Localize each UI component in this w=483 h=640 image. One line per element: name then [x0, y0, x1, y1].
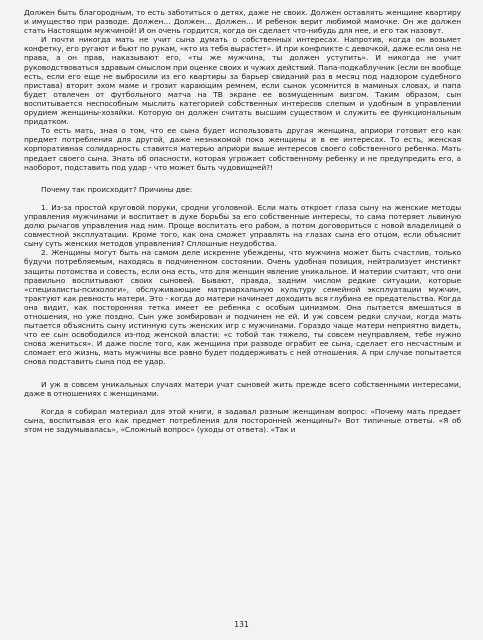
paragraph-3: То есть мать, зная о том, что ее сына будет использовать другая женщина, априори готовит его как предмет потребления для другой, даже незнакомой пока женщины и в ее интересах. То есть, женская корпоративная солидарность ставится матерью априори выше интересов своего собственного ребенка. Мать предает своего сына. Знать об опасности, которая угрожает собственному ребенку и не предупредить его, а наоборот, подставить под удар - что может быть чудовищней?!: [24, 126, 461, 172]
paragraph-2: И почти никогда мать не учит сына думать о собственных интересах. Напротив, когда он возьмет конфетку, его ругают и бьют по рукам, «кто из тебя вырастет». И при конфликте с девочкой, даже если она не права, а он прав, наказывают его, «ты же мужчина, ты должен уступить». И никогда не учит руководствоваться здравым смыслом при оценке своих и чужих действий. Папа-подкаблучник (если он вообще есть, если его еще не выбросили из его квартиры за барьер свиданий раз в месяц под надзором судебного пристава) вторит эхом маме и грозит карающим ремнем, если сынок усомнится в маминых словах, и папа будет отвлечен от футбольного матча на ТВ экране ее возмущенным визгом. Таким образом, сын воспитывается неспособным мыслить категорией собственных интересов слепым и удобным в управлении орудием женщины-хозяйки. Которую он должен считать высшим существом и служить ее функциональным придатком.: [24, 35, 461, 127]
spacer: [24, 398, 461, 407]
spacer: [24, 172, 461, 185]
reason-1: 1. Из-за простой круговой поруки, сродни уголовной. Если мать откроет глаза сыну на женские методы управления мужчинами и воспитает в духе борьбы за его собственные интересы, то сама потеряет львиную долю рычагов управления над ним. Проще воспитать его рабом, а потом договориться с новой владелицей о совместной эксплуатации. Кроме того, как она сможет управлять на глазах сына его отцом, если объяснит сыну суть женских методов управления? Сплошные неудобства.: [24, 202, 461, 249]
paragraph-7: И уж в совсем уникальных случаях матери учат сыновей жить прежде всего собственными интересами, даже в отношениях с женщинами.: [24, 379, 461, 398]
paragraph-4: Почему так происходит? Причины две:: [41, 184, 193, 194]
spacer: [24, 194, 461, 203]
body-text: [24, 8, 461, 434]
spacer: [24, 367, 461, 380]
reason-2: 2. Женщины могут быть на самом деле искренне убеждены, что мужчина может быть счастлив, только будучи потребляемым, находясь в подчиненном состоянии. Очень удобная позиция, нейтрализует инстинкт защиты потомства и совесть, если она есть, что для женщин явление уникальное. И материи считают, что они правильно воспитывают своих сыновей. Бывают, правда, задним числом редкие ситуации, которые «специалисты-психологи», обслуживающие матриархальную культуру семейной эксплуатации мужчин, трактуют как ревность матери. Это - когда до матери начинает доходить вся глубина ее предательства. Когда она видит, как посторонняя тетка имеет ее ребенка с особым цинизмом. Она пытается вмешаться в отношения, но уже поздно. Сын уже зомбирован и подчинен не ей. И уж совсем редки случаи, когда мать пытается объяснить сыну истинную суть женских игр с мужчинами. Гораздо чаще матери неприятно видеть, что ее сын освободился из-под женской власти: «с тобой так тяжело, ты совсем неуправляем, тебе нужно снова жениться». И даже после того, как женщина при разводе ограбит ее сына, сделает его несчастным и сломает его жизнь, мать мужчины все равно будет поддерживать с ней отношения. А при случае попытается снова подставить сына под ее удар.: [24, 248, 461, 367]
paragraph-8: Когда я собирал материал для этой книги, я задавал разным женщинам вопрос: «Почему мать предает сына, воспитывая его как предмет потребления для посторонней женщины?» Вот типичные ответы. «Я об этом не задумывалась», «Сложный вопрос» (уходы от ответа). «Так и: [24, 406, 461, 435]
paragraph-1: Должен быть благородным, то есть заботиться о детях, даже не своих. Должен оставлять женщине квартиру и имущество при разводе. Должен… Должен… Должен… И ребенок верит любимой мамочке. Он же должен стать Настоящим мужчиной! И он очень гордится, когда он сделает что-нибудь для нее, и его так назовут.: [24, 8, 461, 36]
page-number: 131: [234, 620, 249, 629]
